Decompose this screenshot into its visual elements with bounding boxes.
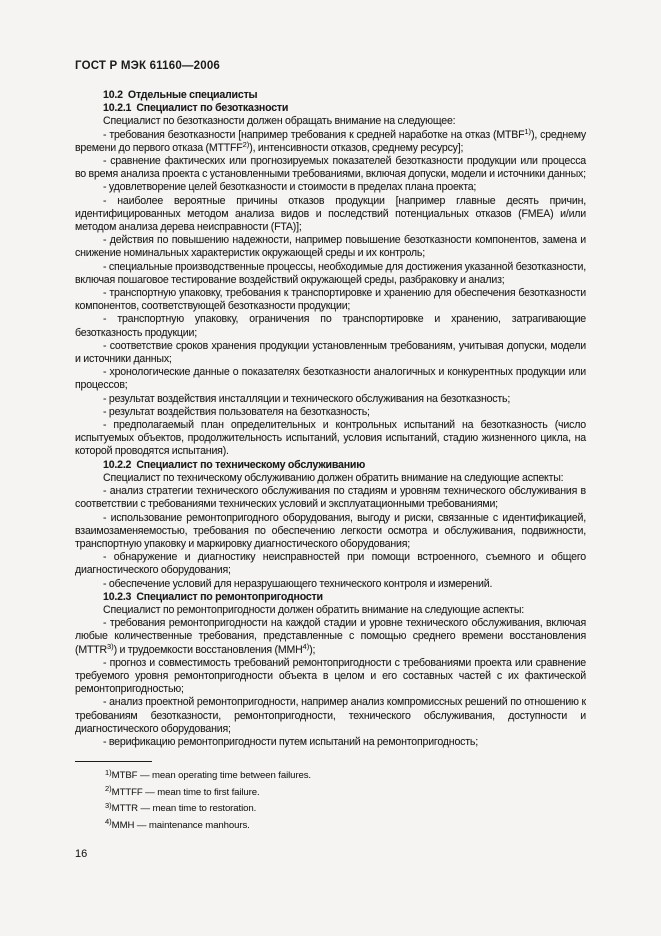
page-number: 16 <box>75 848 88 861</box>
section-heading: 10.2.1 Специалист по безотказности <box>103 102 289 115</box>
paragraph: - соответствие сроков хранения продукции установленным требованиям, учитывая допуски, модели и источники данных; <box>75 339 586 366</box>
paragraph: - действия по повышению надежности, например повышение безотказности компонентов, замена и снижение номинальных характеристик окружающей среды и их контроль; <box>75 234 586 260</box>
superscript-ref: 1) <box>524 127 532 137</box>
paragraph: - верификацию ремонтопригодности путем испытаний на ремонтопригодность; <box>103 735 478 748</box>
superscript-ref: 2) <box>105 784 112 794</box>
paragraph: - требования ремонтопригодности на каждой стадии и уровне технического обслуживания, включая любые количественные требования, представленные с помощью среднего времени восстановления (MTTR$^{3)}$) и трудоемкости восстановления (MMH$^{4)}$); <box>75 617 586 656</box>
superscript-ref: 3) <box>106 642 114 652</box>
paragraph: Специалист по техническому обслуживанию должен обратить внимание на следующие аспекты: <box>103 471 564 484</box>
footnote: $^{2)}$MTTFF — mean time to first failure. <box>105 784 260 798</box>
paragraph: - специальные производственные процессы, необходимые для достижения указанной безотказности, включая пошаговое тестирование воздействий окружающей среды, разбраковку и анализ; <box>75 260 586 286</box>
paragraph: - результат воздействия инсталляции и технического обслуживания на безотказность; <box>103 392 511 405</box>
paragraph: - транспортную упаковку, ограничения по транспортировке и хранению, затрагивающие безотказность продукции; <box>75 313 586 339</box>
paragraph: - требования безотказности [например требования к средней наработке на отказ (MTBF$^{1)}$), среднему времени до первого отказа (MTTFF$^{2)}$), интенсивности отказов, среднему ресурсу]; <box>75 127 586 154</box>
paragraph: - результат воздействия пользователя на безотказность; <box>103 405 370 418</box>
footnotes-list <box>75 768 586 834</box>
superscript-ref: 3) <box>105 800 112 810</box>
document-body <box>75 89 586 749</box>
paragraph: - сравнение фактических или прогнозируемых показателей безотказности продукции или процесса во время анализа проекта с установленными требованиями, включая допуски, модели и источники данных; <box>75 155 586 181</box>
superscript-ref: 4) <box>302 642 310 652</box>
superscript-ref: 4) <box>105 817 112 827</box>
paragraph: - транспортную упаковку, требования к транспортировке и хранению для обеспечения безотказности компонентов, соответствующей безотказности продукции; <box>75 287 586 313</box>
footnote: $^{3)}$MTTR — mean time to restoration. <box>105 800 257 815</box>
footnote: $^{1)}$MTBF — mean operating time between failures. <box>105 767 311 782</box>
section-heading: 10.2.3 Специалист по ремонтопригодности <box>103 590 323 603</box>
section-heading: 10.2 Отдельные специалисты <box>103 89 258 101</box>
section-heading: 10.2.2 Специалист по техническому обслуживанию <box>103 458 366 471</box>
paragraph: - обнаружение и диагностику неисправностей при помощи встроенного, съемного и общего диагностического оборудования; <box>75 551 586 577</box>
superscript-ref: 1) <box>105 767 112 777</box>
paragraph: Специалист по ремонтопригодности должен обратить внимание на следующие аспекты: <box>103 603 524 616</box>
paragraph: - использование ремонтопригодного оборудования, выгоду и риски, связанные с идентификацией, взаимозаменяемостью, требования по обеспечению легкости осмотра и обслуживания, подвижности, транспортную упаковку и маркировку диагностического оборудования; <box>75 511 586 550</box>
paragraph: - хронологические данные о показателях безотказности аналогичных и конкурентных продукции или процессов; <box>75 366 586 392</box>
paragraph: Специалист по безотказности должен обращать внимание на следующее: <box>103 115 456 128</box>
paragraph: - анализ стратегии технического обслуживания по стадиям и уровням технического обслуживания в соответствии с требованиями технических условий и эксплуатационными требованиями; <box>75 485 586 511</box>
footnote-divider <box>75 761 152 762</box>
paragraph: - предполагаемый план определительных и контрольных испытаний на безотказность (число испытуемых объектов, продолжительность испытаний, условия испытаний, стадию жизненного цикла, на которой проводятся испытания). <box>75 419 586 458</box>
footnotes-section <box>75 761 586 834</box>
paragraph: - наиболее вероятные причины отказов продукции [например главные десять причин, идентифицированных методом анализа видов и последствий потенциальных отказов (FMEA) и/или методом анализа дерева неисправности (FTA)]; <box>75 194 586 234</box>
paragraph: - прогноз и совместимость требований ремонтопригодности с требованиями проекта или сравнение требуемого уровня ремонтопригодности объекта в целом и его составных частей с их фактической ремонтопригодностью; <box>75 656 586 696</box>
paragraph: - обеспечение условий для неразрушающего технического контроля и измерений. <box>103 577 493 590</box>
document-header: ГОСТ Р МЭК 61160—2006 <box>75 60 221 72</box>
superscript-ref: 2) <box>242 140 250 150</box>
footnote: $^{4)}$MMH — maintenance manhours. <box>105 817 250 831</box>
document-page <box>75 60 586 860</box>
paragraph: - удовлетворение целей безотказности и стоимости в пределах плана проекта; <box>103 181 477 194</box>
paragraph: - анализ проектной ремонтопригодности, например анализ компромиссных решений по отношению к требованиям безотказности, ремонтопригодности, технического обслуживания, доступности и диагностического оборудования; <box>75 696 586 735</box>
